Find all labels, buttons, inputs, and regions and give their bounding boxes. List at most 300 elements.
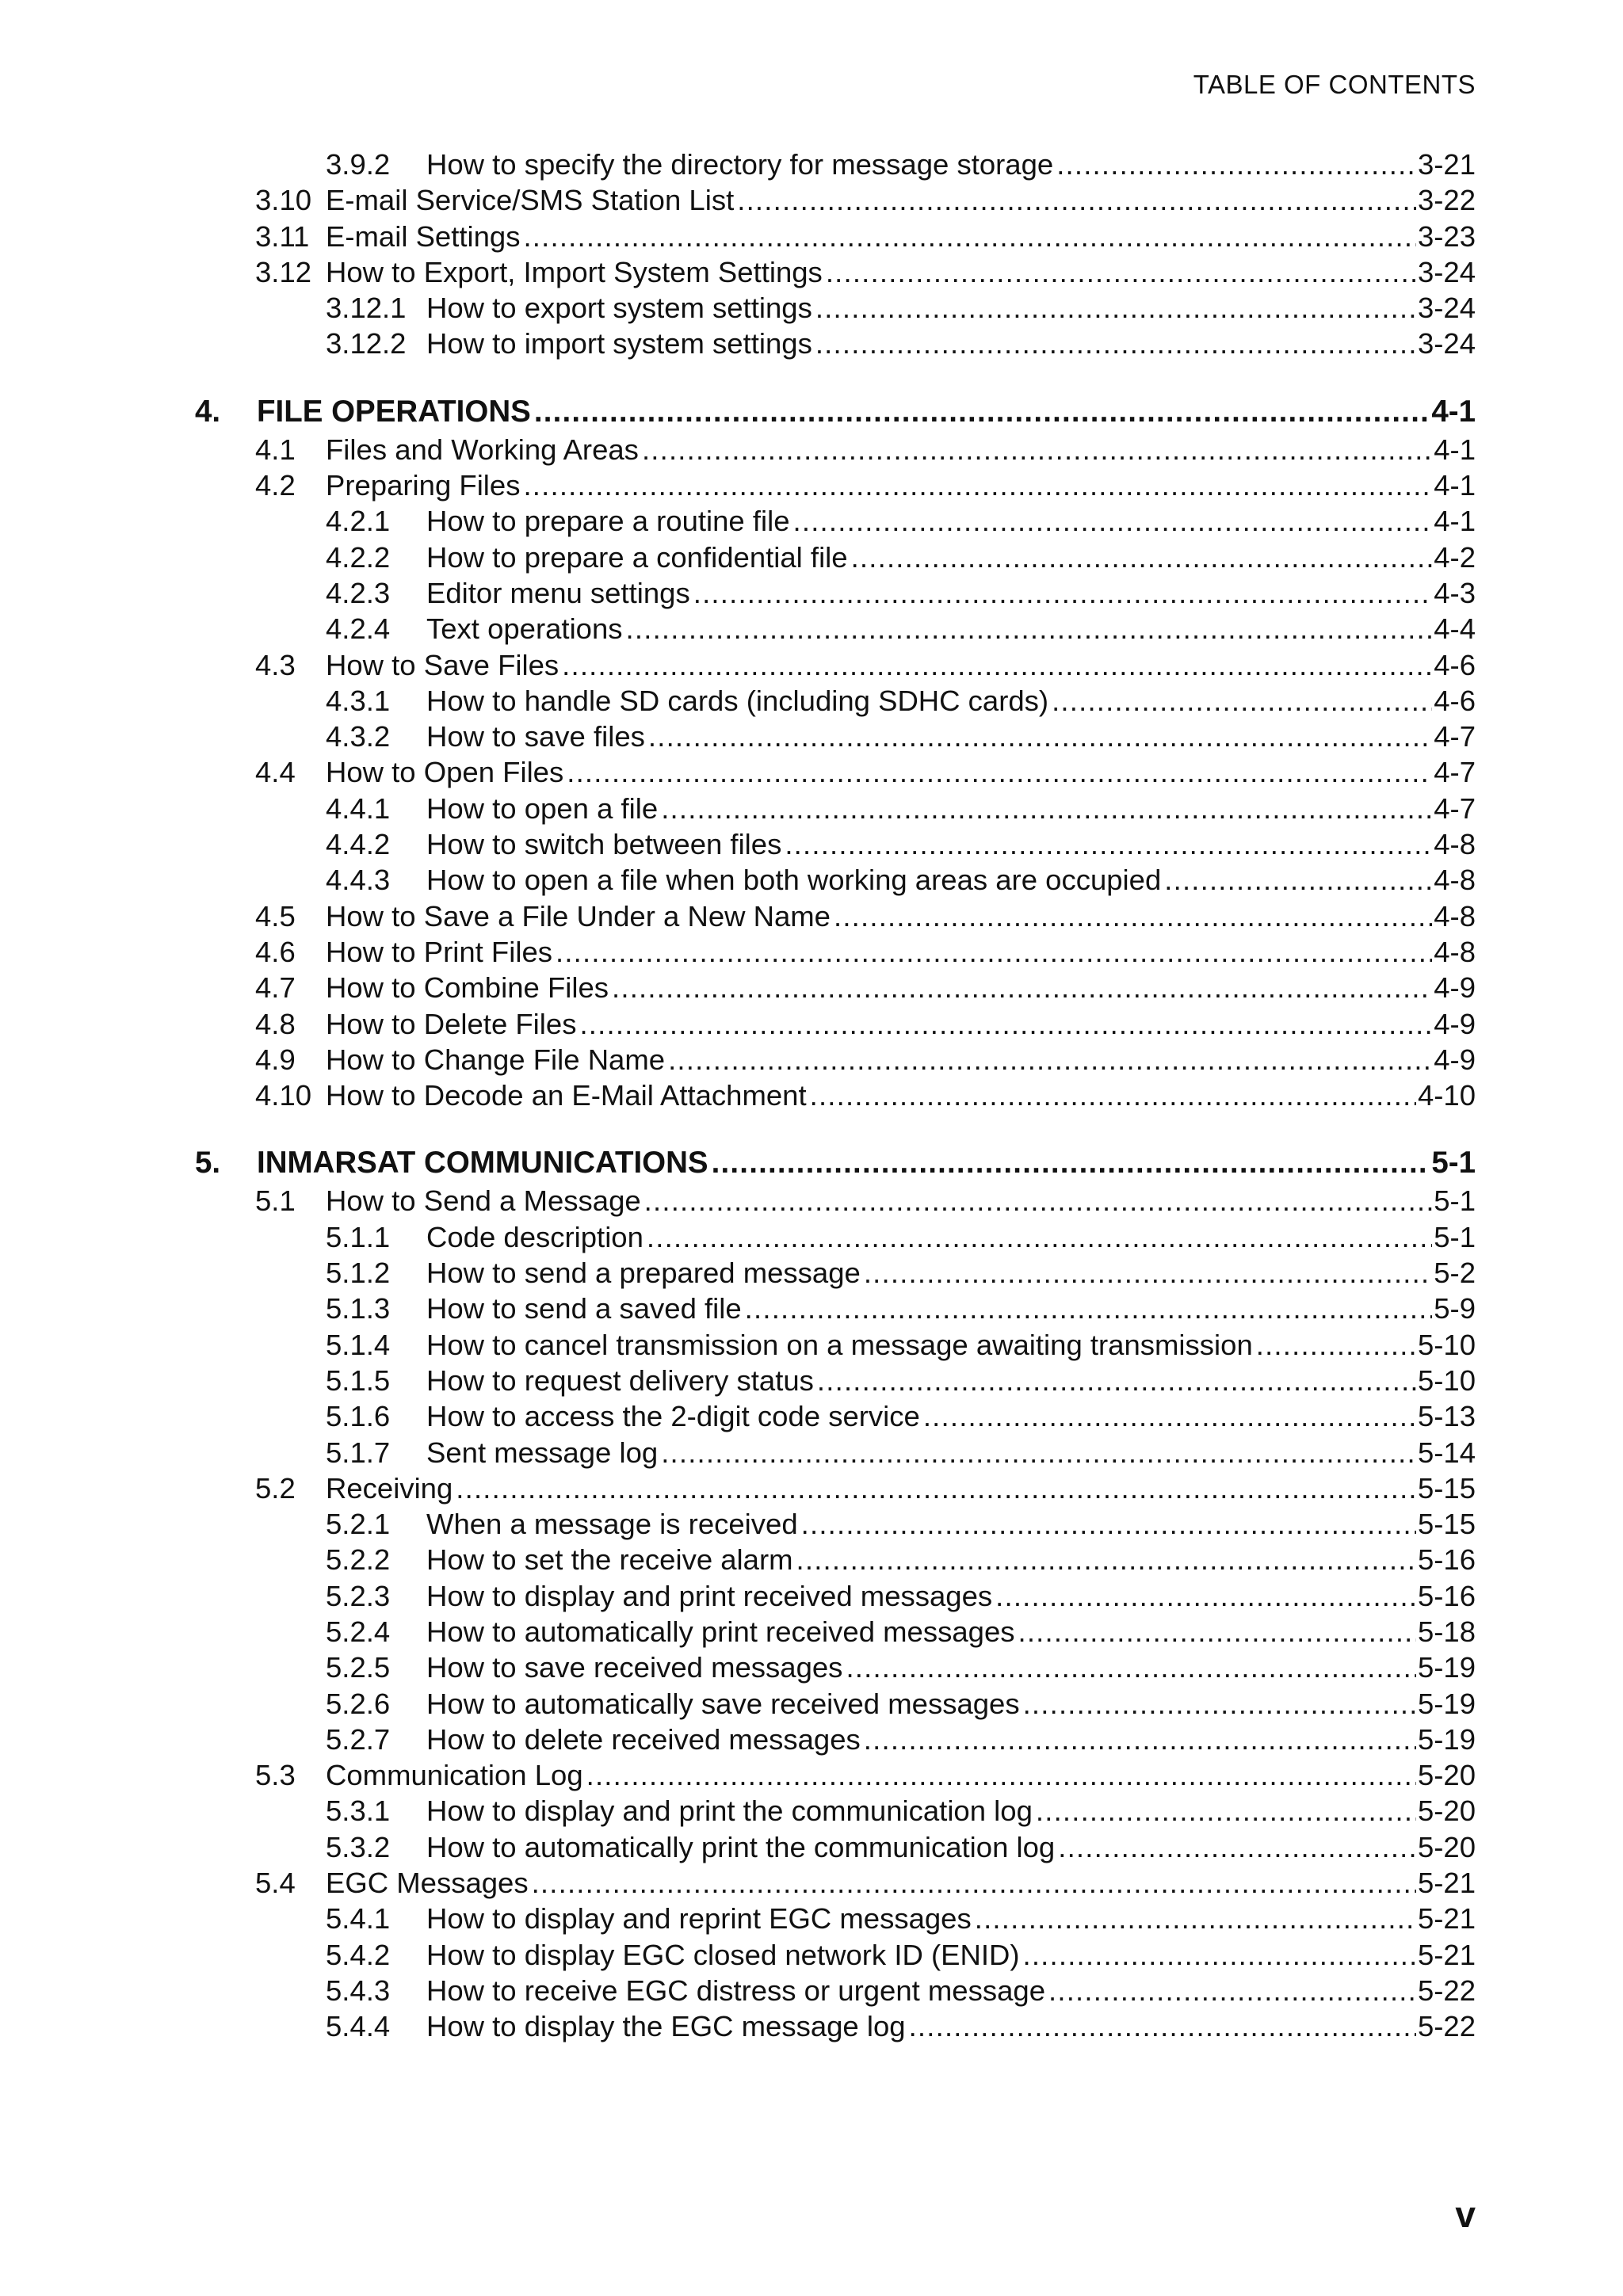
toc-entry-number: 5.1.2 [326,1257,391,1290]
toc-entry-line [326,1470,1476,1506]
dot-leader [586,1757,1416,1793]
toc-subsection-entry[interactable] [0,1973,1623,2008]
dot-leader [661,791,1432,826]
toc-entry-line [326,1042,1476,1077]
toc-entry-page: 5-1 [1431,1146,1476,1180]
toc-subsection-entry[interactable] [0,1219,1623,1255]
toc-entry-page: 5-19 [1417,1722,1476,1756]
toc-subsection-entry[interactable] [0,1542,1623,1577]
toc-entry-page: 4-1 [1434,469,1476,502]
toc-chapter-entry[interactable] [0,392,1623,432]
toc-entry-page: 4-1 [1434,505,1476,538]
toc-entry-number: 4.5 [255,899,296,933]
toc-entry-page: 3-24 [1417,327,1476,360]
toc-entry-title: Text operations [426,612,623,646]
toc-entry-number: 3.9.2 [326,148,391,181]
dot-leader [562,647,1432,683]
toc-entry-line [426,1722,1476,1757]
toc-subsection-entry[interactable] [0,503,1623,539]
toc-subsection-entry[interactable] [0,1363,1623,1398]
toc-entry-title: How to Combine Files [326,971,609,1005]
toc-entry-title: How to automatically save received messages [426,1687,1020,1720]
toc-entry-line [326,432,1476,467]
toc-entry-title: How to export system settings [426,292,812,325]
toc-subsection-entry[interactable] [0,326,1623,361]
toc-entry-title: When a message is received [426,1508,798,1541]
toc-entry-line [426,1506,1476,1542]
dot-leader [834,898,1432,934]
toc-entry-number: 5.2.2 [326,1543,391,1577]
toc-entry-number: 3.12 [255,255,312,288]
toc-subsection-entry[interactable] [0,1398,1623,1434]
dot-leader [567,754,1432,790]
toc-entry-number: 5.2.7 [326,1722,391,1756]
toc-entry-title: How to automatically print the communication log [426,1830,1056,1863]
toc-entry-number: 5.1.5 [326,1363,391,1397]
toc-entry-title: How to display and reprint EGC messages [426,1902,972,1936]
toc-entry-line [326,970,1476,1005]
toc-entry-number: 5.2.3 [326,1579,391,1612]
toc-entry-page: 4-7 [1434,756,1476,789]
toc-entry-title: Editor menu settings [426,576,690,609]
toc-entry-line [426,1219,1476,1255]
toc-subsection-entry[interactable] [0,1291,1623,1326]
dot-leader [796,1542,1416,1577]
dot-leader [1056,147,1416,182]
toc-subsection-entry[interactable] [0,1829,1623,1865]
toc-entry-page: 4-6 [1434,648,1476,681]
toc-subsection-entry[interactable] [0,1506,1623,1542]
toc-entry-line [326,182,1476,218]
toc-entry-number: 5.1 [255,1184,296,1218]
toc-entry-line [426,1542,1476,1577]
toc-entry-line [257,392,1476,432]
dot-leader [626,611,1433,646]
toc-entry-title: How to set the receive alarm [426,1543,793,1577]
toc-entry-page: 3-24 [1417,292,1476,325]
toc-entry-page: 4-6 [1434,684,1476,717]
dot-leader [995,1578,1416,1614]
toc-entry-line [426,326,1476,361]
dot-leader [817,1363,1416,1398]
toc-section-entry[interactable] [0,1470,1623,1506]
toc-entry-number: 4.2.4 [326,612,391,646]
toc-entry-page: 5-16 [1417,1543,1476,1577]
toc-entry-line [326,254,1476,290]
toc-section-entry[interactable] [0,219,1623,254]
toc-section-entry[interactable] [0,1042,1623,1077]
dot-leader [523,219,1415,254]
toc-entry-line [426,1973,1476,2008]
toc-entry-line [426,1901,1476,1936]
toc-entry-line [426,719,1476,754]
toc-entry-line [426,1435,1476,1470]
toc-entry-number: 4.1 [255,433,296,466]
toc-entry-title: INMARSAT COMMUNICATIONS [257,1146,708,1180]
toc-entry-title: FILE OPERATIONS [257,394,531,429]
toc-entry-page: 5-16 [1417,1579,1476,1612]
toc-entry-title: How to Delete Files [326,1007,577,1040]
toc-entry-page: 4-7 [1434,720,1476,753]
toc-entry-page: 4-10 [1417,1079,1476,1112]
toc-entry-number: 3.12.1 [326,292,407,325]
page-number: v [1455,2194,1476,2235]
toc-entry-title: How to display EGC closed network ID (ENID) [426,1938,1020,1971]
toc-entry-line [426,1363,1476,1398]
toc-entry-number: 4.7 [255,971,296,1005]
toc-entry-number: 4.2.1 [326,505,391,538]
toc-entry-page: 5-1 [1434,1184,1476,1218]
table-of-contents [0,147,1623,2045]
toc-entry-number: 4.3 [255,648,296,681]
toc-entry-line [426,683,1476,719]
toc-entry-line [326,1757,1476,1793]
toc-entry-title: Communication Log [326,1759,583,1792]
toc-subsection-entry[interactable] [0,791,1623,826]
toc-subsection-entry[interactable] [0,826,1623,862]
toc-entry-page: 4-8 [1434,935,1476,968]
toc-entry-page: 4-9 [1434,971,1476,1005]
toc-entry-title: How to prepare a routine file [426,505,790,538]
toc-subsection-entry[interactable] [0,1650,1623,1685]
toc-entry-line [326,934,1476,970]
toc-entry-number: 3.11 [255,219,310,253]
toc-subsection-entry[interactable] [0,1937,1623,1973]
toc-entry-line [426,1578,1476,1614]
toc-entry-line [426,2008,1476,2044]
toc-section-entry[interactable] [0,934,1623,970]
toc-entry-line [326,1183,1476,1219]
toc-entry-title: How to switch between files [426,828,782,861]
toc-entry-line [257,1143,1476,1183]
toc-subsection-entry[interactable] [0,290,1623,326]
toc-entry-number: 4.2.2 [326,540,391,574]
toc-entry-title: How to Save a File Under a New Name [326,899,831,933]
toc-section-entry[interactable] [0,1183,1623,1219]
toc-entry-number: 5.2.5 [326,1651,391,1684]
toc-subsection-entry[interactable] [0,1793,1623,1829]
toc-subsection-entry[interactable] [0,1255,1623,1291]
toc-entry-number: 4.4.1 [326,791,391,825]
dot-leader [851,540,1433,575]
toc-entry-line [426,1793,1476,1829]
dot-leader [815,326,1416,361]
toc-entry-number: 5.2.1 [326,1508,391,1541]
toc-entry-number: 5.3.1 [326,1794,391,1828]
toc-entry-page: 4-8 [1434,864,1476,897]
toc-entry-page: 5-22 [1417,2010,1476,2043]
toc-entry-title: How to access the 2-digit code service [426,1400,920,1433]
toc-entry-page: 5-15 [1417,1508,1476,1541]
dot-leader [693,575,1433,611]
toc-entry-line [326,1077,1476,1113]
toc-entry-page: 5-10 [1417,1363,1476,1397]
toc-entry-number: 5. [195,1146,221,1180]
toc-entry-number: 5.3 [255,1759,296,1792]
toc-entry-title: How to Open Files [326,756,564,789]
toc-entry-title: How to save files [426,720,645,753]
toc-entry-number: 4.8 [255,1007,296,1040]
dot-leader [826,254,1416,290]
toc-entry-number: 5.4.4 [326,2010,391,2043]
dot-leader [810,1077,1416,1113]
dot-leader [1164,862,1432,898]
toc-entry-page: 4-1 [1431,394,1476,429]
toc-section-entry[interactable] [0,254,1623,290]
dot-leader [647,1219,1432,1255]
toc-entry-number: 4.4 [255,756,296,789]
dot-leader [923,1398,1416,1434]
toc-entry-page: 3-21 [1417,148,1476,181]
toc-entry-line [426,862,1476,898]
toc-section-entry[interactable] [0,898,1623,934]
toc-entry-title: How to open a file [426,791,659,825]
toc-entry-number: 4. [195,394,221,429]
toc-entry-number: 5.1.6 [326,1400,391,1433]
toc-entry-page: 4-3 [1434,576,1476,609]
toc-entry-number: 3.10 [255,184,312,217]
toc-entry-title: How to import system settings [426,327,812,360]
toc-entry-line [326,1006,1476,1042]
toc-entry-title: How to automatically print received messages [426,1615,1015,1648]
dot-leader [1022,1937,1415,1973]
toc-entry-page: 5-20 [1417,1759,1476,1792]
toc-entry-page: 5-1 [1434,1220,1476,1253]
toc-entry-number: 5.1.7 [326,1436,391,1469]
toc-entry-page: 5-18 [1417,1615,1476,1648]
toc-subsection-entry[interactable] [0,1578,1623,1614]
toc-entry-number: 5.2 [255,1471,296,1505]
toc-section-entry[interactable] [0,182,1623,218]
toc-entry-number: 4.2 [255,469,296,502]
toc-entry-page: 5-20 [1417,1830,1476,1863]
toc-section-entry[interactable] [0,467,1623,503]
toc-section-entry[interactable] [0,1077,1623,1113]
toc-entry-page: 5-15 [1417,1471,1476,1505]
toc-entry-number: 5.2.4 [326,1615,391,1648]
toc-entry-page: 4-4 [1434,612,1476,646]
toc-entry-title: How to save received messages [426,1651,843,1684]
toc-entry-title: How to display and print received messages [426,1579,993,1612]
toc-entry-line [426,575,1476,611]
toc-entry-number: 4.4.2 [326,828,391,861]
dot-leader [1058,1829,1416,1865]
dot-leader [846,1650,1416,1685]
toc-entry-page: 4-9 [1434,1043,1476,1076]
toc-subsection-entry[interactable] [0,683,1623,719]
toc-entry-line [426,1937,1476,1973]
toc-section-entry[interactable] [0,970,1623,1005]
toc-entry-title: How to receive EGC distress or urgent message [426,1974,1046,2007]
toc-section-entry[interactable] [0,1865,1623,1901]
toc-section-entry[interactable] [0,432,1623,467]
toc-entry-title: How to prepare a confidential file [426,540,848,574]
toc-subsection-entry[interactable] [0,540,1623,575]
toc-entry-title: How to Save Files [326,648,559,681]
toc-entry-page: 3-24 [1417,255,1476,288]
toc-entry-line [426,1327,1476,1363]
dot-leader [909,2008,1416,2044]
toc-entry-number: 4.9 [255,1043,296,1076]
toc-entry-line [426,1650,1476,1685]
toc-entry-number: 3.12.2 [326,327,407,360]
dot-leader [642,432,1432,467]
toc-entry-title: E-mail Settings [326,219,521,253]
toc-entry-line [426,1398,1476,1434]
dot-leader [1052,683,1432,719]
toc-entry-title: How to Export, Import System Settings [326,255,823,288]
dot-leader [1023,1686,1416,1722]
toc-entry-page: 4-9 [1434,1007,1476,1040]
toc-entry-title: Preparing Files [326,469,521,502]
toc-entry-line [326,1865,1476,1901]
dot-leader [668,1042,1432,1077]
toc-subsection-entry[interactable] [0,1722,1623,1757]
dot-leader [612,970,1432,1005]
dot-leader [864,1722,1416,1757]
toc-subsection-entry[interactable] [0,719,1623,754]
toc-section-entry[interactable] [0,754,1623,790]
toc-entry-title: How to send a prepared message [426,1257,861,1290]
toc-section-entry[interactable] [0,1006,1623,1042]
dot-leader [532,1865,1416,1901]
toc-entry-title: How to cancel transmission on a message awaiting transmission [426,1328,1253,1361]
toc-entry-line [326,754,1476,790]
toc-entry-number: 5.4 [255,1867,296,1900]
toc-entry-line [426,1291,1476,1326]
toc-entry-title: Receiving [326,1471,453,1505]
dot-leader [579,1006,1432,1042]
toc-entry-line [426,290,1476,326]
dot-leader [1036,1793,1416,1829]
toc-entry-line [426,791,1476,826]
dot-leader [523,467,1432,503]
toc-entry-page: 5-19 [1417,1687,1476,1720]
toc-entry-page: 4-1 [1434,433,1476,466]
toc-entry-line [426,1614,1476,1650]
toc-entry-line [326,219,1476,254]
toc-entry-number: 4.4.3 [326,864,391,897]
dot-leader [1256,1327,1416,1363]
running-header: TABLE OF CONTENTS [1193,70,1476,99]
toc-entry-line [426,1686,1476,1722]
toc-entry-title: How to Print Files [326,935,552,968]
toc-entry-number: 5.4.1 [326,1902,391,1936]
dot-leader [661,1435,1416,1470]
toc-entry-title: How to specify the directory for message storage [426,148,1054,181]
toc-subsection-entry[interactable] [0,1614,1623,1650]
toc-section-entry[interactable] [0,1757,1623,1793]
toc-entry-number: 4.2.3 [326,576,391,609]
toc-entry-title: How to display the EGC message log [426,2010,906,2043]
toc-entry-page: 4-8 [1434,828,1476,861]
dot-leader [456,1470,1416,1506]
toc-entry-title: How to handle SD cards (including SDHC cards) [426,684,1049,717]
toc-subsection-entry[interactable] [0,1686,1623,1722]
toc-entry-line [426,1255,1476,1291]
toc-entry-page: 5-10 [1417,1328,1476,1361]
toc-entry-title: How to Send a Message [326,1184,641,1218]
toc-entry-title: Files and Working Areas [326,433,639,466]
toc-entry-page: 5-21 [1417,1938,1476,1971]
toc-entry-title: Code description [426,1220,643,1253]
toc-entry-number: 4.6 [255,935,296,968]
toc-entry-page: 5-14 [1417,1436,1476,1469]
dot-leader [712,1143,1430,1183]
toc-entry-line [426,540,1476,575]
toc-entry-number: 5.2.6 [326,1687,391,1720]
toc-entry-page: 4-7 [1434,791,1476,825]
toc-entry-title: How to send a saved file [426,1292,742,1325]
toc-chapter-entry[interactable] [0,1143,1623,1183]
toc-entry-title: How to Change File Name [326,1043,666,1076]
toc-entry-title: Sent message log [426,1436,659,1469]
toc-entry-title: How to display and print the communication log [426,1794,1033,1828]
toc-entry-line [426,826,1476,862]
dot-leader [745,1291,1433,1326]
toc-subsection-entry[interactable] [0,611,1623,646]
dot-leader [864,1255,1432,1291]
toc-entry-line [426,147,1476,182]
toc-entry-page: 3-22 [1417,184,1476,217]
dot-leader [648,719,1432,754]
toc-entry-page: 4-2 [1434,540,1476,574]
toc-subsection-entry[interactable] [0,2008,1623,2044]
toc-entry-title: How to Decode an E-Mail Attachment [326,1079,807,1112]
toc-entry-number: 4.3.1 [326,684,391,717]
dot-leader [785,826,1432,862]
toc-entry-number: 4.3.2 [326,720,391,753]
toc-subsection-entry[interactable] [0,147,1623,182]
toc-entry-line [426,1829,1476,1865]
toc-entry-page: 5-19 [1417,1651,1476,1684]
toc-entry-number: 5.1.1 [326,1220,391,1253]
toc-entry-number: 5.4.2 [326,1938,391,1971]
toc-subsection-entry[interactable] [0,1435,1623,1470]
toc-entry-number: 5.4.3 [326,1974,391,2007]
toc-entry-title: How to request delivery status [426,1363,814,1397]
dot-leader [556,934,1432,970]
toc-entry-page: 5-21 [1417,1902,1476,1936]
toc-entry-line [426,503,1476,539]
toc-section-entry[interactable] [0,647,1623,683]
toc-entry-page: 5-2 [1434,1257,1476,1290]
toc-entry-number: 4.10 [255,1079,312,1112]
toc-entry-title: How to open a file when both working areas are occupied [426,864,1162,897]
toc-subsection-entry[interactable] [0,1901,1623,1936]
toc-entry-number: 5.1.4 [326,1328,391,1361]
dot-leader [737,182,1416,218]
toc-subsection-entry[interactable] [0,862,1623,898]
toc-entry-title: EGC Messages [326,1867,529,1900]
toc-entry-line [326,467,1476,503]
toc-subsection-entry[interactable] [0,1327,1623,1363]
toc-entry-page: 5-21 [1417,1867,1476,1900]
toc-subsection-entry[interactable] [0,575,1623,611]
dot-leader [1018,1614,1416,1650]
toc-entry-line [426,611,1476,646]
toc-entry-page: 5-9 [1434,1292,1476,1325]
toc-entry-page: 4-8 [1434,899,1476,933]
dot-leader [644,1183,1433,1219]
toc-entry-page: 5-20 [1417,1794,1476,1828]
dot-leader [975,1901,1416,1936]
dot-leader [534,392,1430,432]
toc-entry-line [326,898,1476,934]
toc-entry-title: E-mail Service/SMS Station List [326,184,735,217]
dot-leader [793,503,1433,539]
dot-leader [815,290,1416,326]
